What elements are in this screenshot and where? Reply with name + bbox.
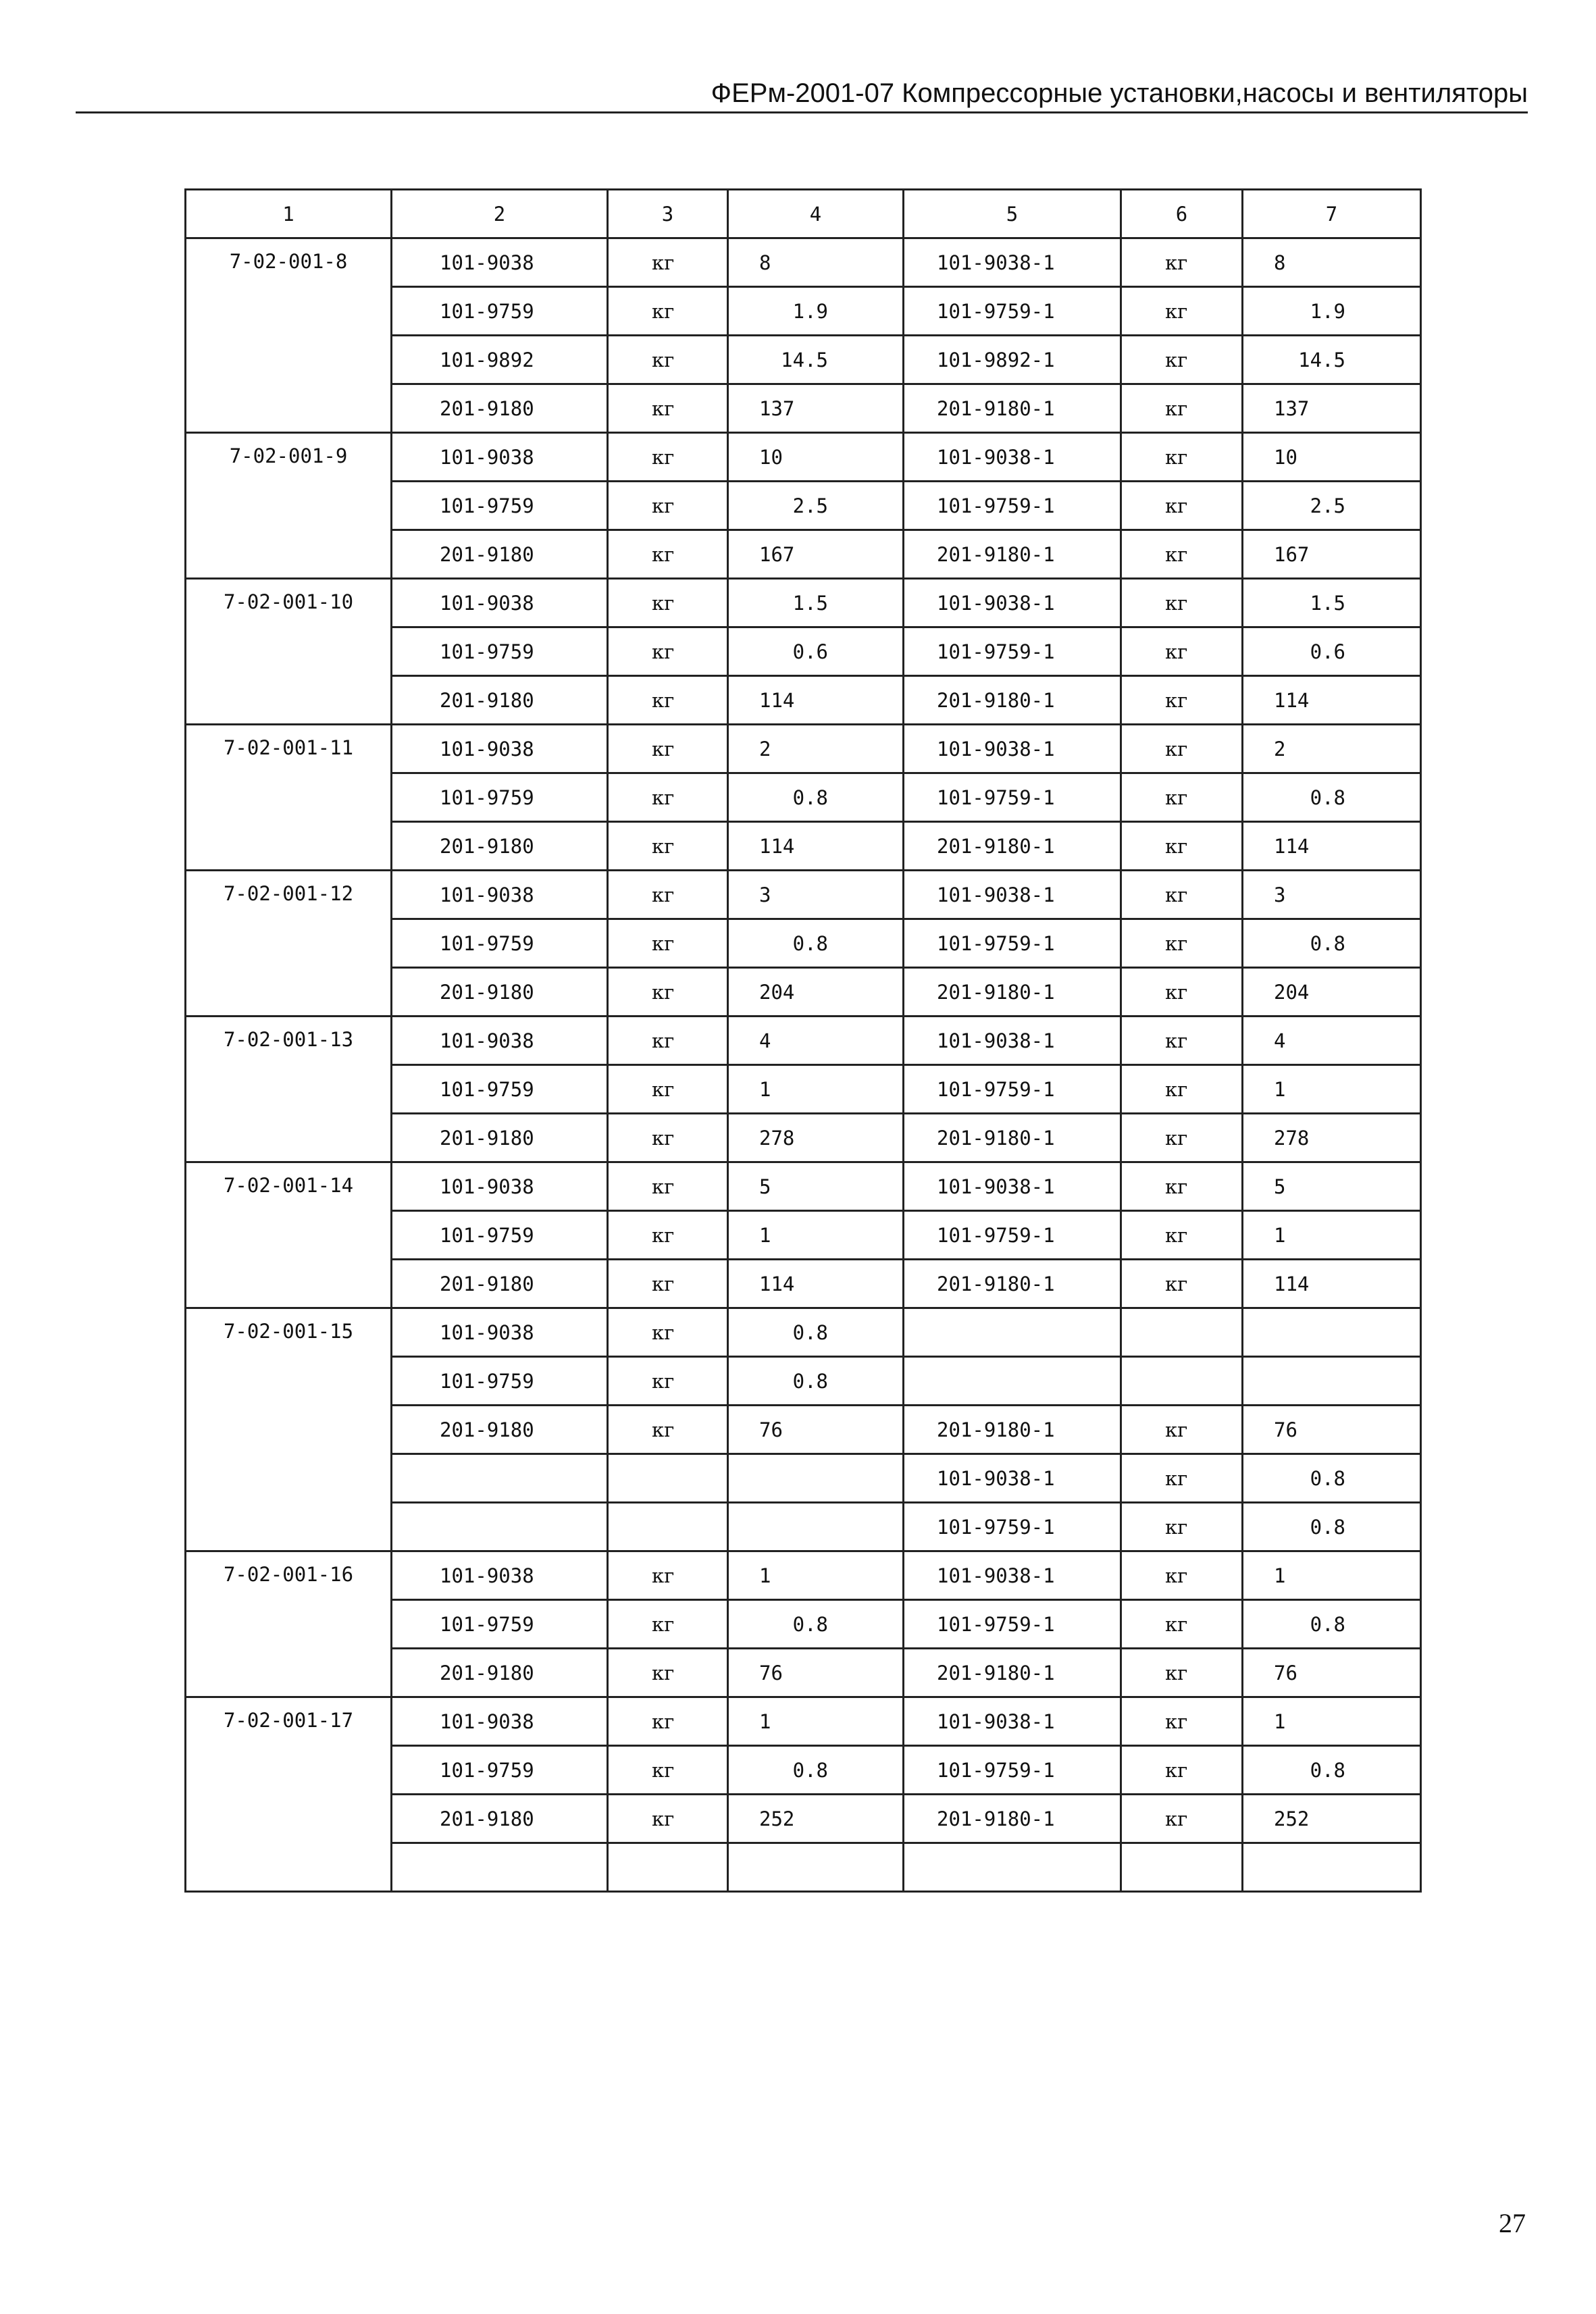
- empty-cell: [728, 1843, 904, 1892]
- resource-code-cell: 101-9038: [392, 579, 608, 627]
- replacement-code-cell: 201-9180-1: [904, 1649, 1121, 1697]
- quantity-cell: 167: [728, 530, 904, 579]
- quantity-cell: 114: [728, 822, 904, 871]
- quantity-cell: [728, 1454, 904, 1503]
- replacement-quantity-cell: 114: [1243, 676, 1421, 725]
- unit-cell: кг: [608, 968, 728, 1017]
- replacement-quantity-cell: 137: [1243, 384, 1421, 433]
- resource-code-cell: 201-9180: [392, 1649, 608, 1697]
- unit-cell: кг: [608, 1357, 728, 1406]
- replacement-code-cell: 101-9759-1: [904, 919, 1121, 968]
- replacement-unit-cell: кг: [1121, 336, 1243, 384]
- replacement-quantity-cell: 1: [1243, 1697, 1421, 1746]
- quantity-cell: 1: [728, 1211, 904, 1260]
- unit-cell: кг: [608, 433, 728, 482]
- replacement-code-cell: 201-9180-1: [904, 676, 1121, 725]
- replacement-unit-cell: [1121, 1357, 1243, 1406]
- column-header: 6: [1121, 190, 1243, 238]
- table-row: [186, 725, 1421, 773]
- replacement-unit-cell: кг: [1121, 627, 1243, 676]
- replacement-code-cell: 101-9759-1: [904, 1746, 1121, 1795]
- replacement-code-cell: 101-9038-1: [904, 871, 1121, 919]
- replacement-code-cell: 101-9759-1: [904, 482, 1121, 530]
- replacement-code-cell: 101-9038-1: [904, 725, 1121, 773]
- replacement-quantity-cell: 114: [1243, 822, 1421, 871]
- replacement-code-cell: 101-9759-1: [904, 1600, 1121, 1649]
- empty-cell: [1243, 1843, 1421, 1892]
- replacement-quantity-cell: 76: [1243, 1406, 1421, 1454]
- replacement-code-cell: 101-9759-1: [904, 627, 1121, 676]
- table-row: [186, 433, 1421, 482]
- replacement-unit-cell: кг: [1121, 1260, 1243, 1308]
- quantity-cell: 1: [728, 1065, 904, 1114]
- quantity-cell: 5: [728, 1162, 904, 1211]
- replacement-code-cell: 201-9180-1: [904, 968, 1121, 1017]
- column-header-row: [186, 190, 1421, 238]
- unit-cell: кг: [608, 1065, 728, 1114]
- resource-code-cell: 101-9759: [392, 919, 608, 968]
- unit-cell: кг: [608, 1697, 728, 1746]
- replacement-code-cell: 101-9038-1: [904, 1551, 1121, 1600]
- replacement-code-cell: 101-9038-1: [904, 579, 1121, 627]
- norm-code-cell: 7-02-001-8: [186, 238, 392, 433]
- empty-cell: [904, 1843, 1121, 1892]
- unit-cell: кг: [608, 919, 728, 968]
- resource-code-cell: 201-9180: [392, 968, 608, 1017]
- replacement-unit-cell: кг: [1121, 1503, 1243, 1551]
- replacement-unit-cell: кг: [1121, 579, 1243, 627]
- quantity-cell: 114: [728, 676, 904, 725]
- norm-code-cell: 7-02-001-15: [186, 1308, 392, 1551]
- replacement-code-cell: 101-9038-1: [904, 1017, 1121, 1065]
- replacement-quantity-cell: 5: [1243, 1162, 1421, 1211]
- replacement-quantity-cell: 0.8: [1243, 773, 1421, 822]
- resource-code-cell: [392, 1503, 608, 1551]
- replacement-code-cell: [904, 1308, 1121, 1357]
- replacement-code-cell: 101-9759-1: [904, 1211, 1121, 1260]
- header-divider: [76, 111, 1528, 113]
- unit-cell: кг: [608, 1211, 728, 1260]
- replacement-unit-cell: кг: [1121, 1162, 1243, 1211]
- replacement-quantity-cell: 2.5: [1243, 482, 1421, 530]
- unit-cell: кг: [608, 1162, 728, 1211]
- replacement-quantity-cell: 8: [1243, 238, 1421, 287]
- replacement-unit-cell: кг: [1121, 1795, 1243, 1843]
- resource-code-cell: 101-9759: [392, 482, 608, 530]
- quantity-cell: 204: [728, 968, 904, 1017]
- unit-cell: кг: [608, 773, 728, 822]
- replacement-quantity-cell: 167: [1243, 530, 1421, 579]
- replacement-unit-cell: кг: [1121, 1551, 1243, 1600]
- replacement-quantity-cell: [1243, 1357, 1421, 1406]
- resource-code-cell: 101-9759: [392, 287, 608, 336]
- quantity-cell: 0.8: [728, 1308, 904, 1357]
- replacement-unit-cell: кг: [1121, 822, 1243, 871]
- norm-code-cell: 7-02-001-16: [186, 1551, 392, 1697]
- resource-code-cell: 101-9038: [392, 1551, 608, 1600]
- resource-table: [184, 188, 1422, 1893]
- unit-cell: [608, 1503, 728, 1551]
- replacement-unit-cell: [1121, 1308, 1243, 1357]
- unit-cell: кг: [608, 1600, 728, 1649]
- quantity-cell: 278: [728, 1114, 904, 1162]
- replacement-unit-cell: кг: [1121, 1065, 1243, 1114]
- replacement-code-cell: 201-9180-1: [904, 530, 1121, 579]
- replacement-code-cell: 101-9038-1: [904, 1454, 1121, 1503]
- replacement-quantity-cell: 114: [1243, 1260, 1421, 1308]
- unit-cell: кг: [608, 1649, 728, 1697]
- quantity-cell: 3: [728, 871, 904, 919]
- replacement-unit-cell: кг: [1121, 1697, 1243, 1746]
- quantity-cell: 76: [728, 1406, 904, 1454]
- replacement-code-cell: 201-9180-1: [904, 1795, 1121, 1843]
- replacement-unit-cell: кг: [1121, 1017, 1243, 1065]
- replacement-code-cell: 101-9759-1: [904, 1065, 1121, 1114]
- quantity-cell: 1.5: [728, 579, 904, 627]
- replacement-quantity-cell: 1: [1243, 1065, 1421, 1114]
- quantity-cell: 114: [728, 1260, 904, 1308]
- unit-cell: кг: [608, 482, 728, 530]
- document-title: ФЕРм-2001-07 Компрессорные установки,насосы и вентиляторы: [711, 78, 1528, 108]
- table-row: [186, 579, 1421, 627]
- norm-code-cell: 7-02-001-10: [186, 579, 392, 725]
- norm-code-cell: 7-02-001-17: [186, 1697, 392, 1892]
- empty-cell: [608, 1843, 728, 1892]
- replacement-unit-cell: кг: [1121, 238, 1243, 287]
- resource-code-cell: 101-9038: [392, 871, 608, 919]
- replacement-quantity-cell: 0.8: [1243, 1600, 1421, 1649]
- resource-code-cell: 201-9180: [392, 1114, 608, 1162]
- resource-code-cell: 101-9759: [392, 1746, 608, 1795]
- unit-cell: кг: [608, 627, 728, 676]
- replacement-code-cell: 101-9759-1: [904, 1503, 1121, 1551]
- unit-cell: кг: [608, 1017, 728, 1065]
- table-row: [186, 1551, 1421, 1600]
- norm-code-cell: 7-02-001-14: [186, 1162, 392, 1308]
- unit-cell: кг: [608, 238, 728, 287]
- column-header: 7: [1243, 190, 1421, 238]
- resource-code-cell: 101-9038: [392, 725, 608, 773]
- replacement-quantity-cell: [1243, 1308, 1421, 1357]
- replacement-unit-cell: кг: [1121, 1454, 1243, 1503]
- replacement-quantity-cell: 10: [1243, 433, 1421, 482]
- unit-cell: кг: [608, 1308, 728, 1357]
- resource-code-cell: 201-9180: [392, 530, 608, 579]
- replacement-quantity-cell: 204: [1243, 968, 1421, 1017]
- replacement-quantity-cell: 0.8: [1243, 1503, 1421, 1551]
- resource-code-cell: 201-9180: [392, 1260, 608, 1308]
- replacement-unit-cell: кг: [1121, 530, 1243, 579]
- resource-code-cell: 201-9180: [392, 676, 608, 725]
- replacement-code-cell: 101-9038-1: [904, 1162, 1121, 1211]
- replacement-unit-cell: кг: [1121, 287, 1243, 336]
- replacement-quantity-cell: 1: [1243, 1211, 1421, 1260]
- replacement-quantity-cell: 0.8: [1243, 919, 1421, 968]
- resource-code-cell: 101-9759: [392, 1600, 608, 1649]
- replacement-unit-cell: кг: [1121, 871, 1243, 919]
- unit-cell: кг: [608, 676, 728, 725]
- unit-cell: кг: [608, 1406, 728, 1454]
- quantity-cell: 0.8: [728, 1600, 904, 1649]
- replacement-unit-cell: кг: [1121, 384, 1243, 433]
- unit-cell: кг: [608, 287, 728, 336]
- unit-cell: кг: [608, 1746, 728, 1795]
- resource-code-cell: 101-9759: [392, 627, 608, 676]
- quantity-cell: 4: [728, 1017, 904, 1065]
- replacement-code-cell: 101-9038-1: [904, 433, 1121, 482]
- norm-code-cell: 7-02-001-9: [186, 433, 392, 579]
- resource-code-cell: 101-9759: [392, 773, 608, 822]
- replacement-code-cell: 101-9759-1: [904, 287, 1121, 336]
- quantity-cell: 2: [728, 725, 904, 773]
- replacement-unit-cell: кг: [1121, 1746, 1243, 1795]
- quantity-cell: 0.8: [728, 773, 904, 822]
- page-header: [76, 73, 1528, 113]
- quantity-cell: 1: [728, 1551, 904, 1600]
- replacement-unit-cell: кг: [1121, 725, 1243, 773]
- replacement-unit-cell: кг: [1121, 1406, 1243, 1454]
- replacement-unit-cell: кг: [1121, 1649, 1243, 1697]
- replacement-quantity-cell: 1: [1243, 1551, 1421, 1600]
- replacement-quantity-cell: 0.6: [1243, 627, 1421, 676]
- norm-code-cell: 7-02-001-12: [186, 871, 392, 1017]
- replacement-unit-cell: кг: [1121, 482, 1243, 530]
- resource-code-cell: 101-9038: [392, 238, 608, 287]
- quantity-cell: [728, 1503, 904, 1551]
- quantity-cell: 14.5: [728, 336, 904, 384]
- quantity-cell: 10: [728, 433, 904, 482]
- column-header: 5: [904, 190, 1121, 238]
- unit-cell: кг: [608, 579, 728, 627]
- resource-code-cell: 101-9759: [392, 1065, 608, 1114]
- replacement-quantity-cell: 0.8: [1243, 1454, 1421, 1503]
- quantity-cell: 137: [728, 384, 904, 433]
- replacement-quantity-cell: 0.8: [1243, 1746, 1421, 1795]
- empty-cell: [1121, 1843, 1243, 1892]
- replacement-unit-cell: кг: [1121, 1211, 1243, 1260]
- unit-cell: кг: [608, 725, 728, 773]
- empty-cell: [392, 1843, 608, 1892]
- unit-cell: кг: [608, 1551, 728, 1600]
- quantity-cell: 252: [728, 1795, 904, 1843]
- replacement-quantity-cell: 4: [1243, 1017, 1421, 1065]
- quantity-cell: 0.8: [728, 1357, 904, 1406]
- replacement-code-cell: [904, 1357, 1121, 1406]
- table-body: [186, 190, 1421, 1892]
- resource-code-cell: 201-9180: [392, 384, 608, 433]
- norm-code-cell: 7-02-001-11: [186, 725, 392, 871]
- resource-code-cell: 101-9759: [392, 1211, 608, 1260]
- column-header: 3: [608, 190, 728, 238]
- resource-code-cell: 101-9759: [392, 1357, 608, 1406]
- replacement-code-cell: 201-9180-1: [904, 384, 1121, 433]
- replacement-unit-cell: кг: [1121, 919, 1243, 968]
- table-row: [186, 1697, 1421, 1746]
- replacement-code-cell: 201-9180-1: [904, 1260, 1121, 1308]
- replacement-quantity-cell: 14.5: [1243, 336, 1421, 384]
- resource-code-cell: 101-9038: [392, 1162, 608, 1211]
- table-row: [186, 1162, 1421, 1211]
- resource-code-cell: 201-9180: [392, 822, 608, 871]
- quantity-cell: 8: [728, 238, 904, 287]
- replacement-unit-cell: кг: [1121, 1600, 1243, 1649]
- replacement-quantity-cell: 1.5: [1243, 579, 1421, 627]
- quantity-cell: 0.8: [728, 919, 904, 968]
- quantity-cell: 1: [728, 1697, 904, 1746]
- unit-cell: [608, 1454, 728, 1503]
- replacement-unit-cell: кг: [1121, 968, 1243, 1017]
- replacement-code-cell: 101-9759-1: [904, 773, 1121, 822]
- replacement-quantity-cell: 2: [1243, 725, 1421, 773]
- unit-cell: кг: [608, 384, 728, 433]
- resource-code-cell: 101-9038: [392, 1017, 608, 1065]
- table-row: [186, 1308, 1421, 1357]
- replacement-unit-cell: кг: [1121, 676, 1243, 725]
- replacement-code-cell: 201-9180-1: [904, 822, 1121, 871]
- column-header: 1: [186, 190, 392, 238]
- replacement-unit-cell: кг: [1121, 773, 1243, 822]
- unit-cell: кг: [608, 1114, 728, 1162]
- table-row: [186, 1017, 1421, 1065]
- norm-code-cell: 7-02-001-13: [186, 1017, 392, 1162]
- unit-cell: кг: [608, 822, 728, 871]
- replacement-quantity-cell: 252: [1243, 1795, 1421, 1843]
- replacement-code-cell: 101-9038-1: [904, 1697, 1121, 1746]
- resource-code-cell: 201-9180: [392, 1795, 608, 1843]
- resource-code-cell: 201-9180: [392, 1406, 608, 1454]
- quantity-cell: 2.5: [728, 482, 904, 530]
- replacement-code-cell: 201-9180-1: [904, 1114, 1121, 1162]
- resource-code-cell: [392, 1454, 608, 1503]
- replacement-code-cell: 101-9038-1: [904, 238, 1121, 287]
- replacement-quantity-cell: 3: [1243, 871, 1421, 919]
- unit-cell: кг: [608, 871, 728, 919]
- unit-cell: кг: [608, 530, 728, 579]
- unit-cell: кг: [608, 1795, 728, 1843]
- resource-code-cell: 101-9038: [392, 1697, 608, 1746]
- column-header: 4: [728, 190, 904, 238]
- table-row: [186, 871, 1421, 919]
- replacement-quantity-cell: 278: [1243, 1114, 1421, 1162]
- page-number: 27: [1499, 2208, 1526, 2238]
- quantity-cell: 0.8: [728, 1746, 904, 1795]
- unit-cell: кг: [608, 1260, 728, 1308]
- replacement-code-cell: 101-9892-1: [904, 336, 1121, 384]
- quantity-cell: 1.9: [728, 287, 904, 336]
- resource-code-cell: 101-9038: [392, 433, 608, 482]
- replacement-quantity-cell: 1.9: [1243, 287, 1421, 336]
- replacement-code-cell: 201-9180-1: [904, 1406, 1121, 1454]
- quantity-cell: 76: [728, 1649, 904, 1697]
- resource-code-cell: 101-9892: [392, 336, 608, 384]
- unit-cell: кг: [608, 336, 728, 384]
- column-header: 2: [392, 190, 608, 238]
- replacement-unit-cell: кг: [1121, 1114, 1243, 1162]
- resource-code-cell: 101-9038: [392, 1308, 608, 1357]
- replacement-unit-cell: кг: [1121, 433, 1243, 482]
- replacement-quantity-cell: 76: [1243, 1649, 1421, 1697]
- table-row: [186, 238, 1421, 287]
- quantity-cell: 0.6: [728, 627, 904, 676]
